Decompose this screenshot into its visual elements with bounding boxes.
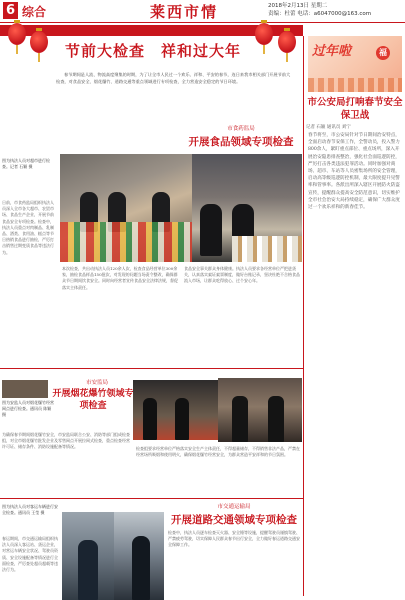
main-headline: 节前大检查 祥和过大年 — [64, 42, 241, 60]
food-headline: 开展食品领域专项检查 — [188, 136, 294, 148]
traffic-inspection-photo — [62, 512, 114, 600]
fu-badge-icon: 福 — [376, 46, 390, 60]
lantern-icon — [30, 28, 48, 62]
fireworks-inspection-photo-2 — [218, 378, 302, 442]
section-divider — [0, 498, 303, 499]
fireworks-column-2: 检查组要求经营单位严格落实安全生产主体责任，不得超量储存，不得销售非法产品，严禁在经营场所吸烟和使用明火，确保烟花爆竹经营安全，为群众营造平安祥和的节日氛围。 — [136, 446, 300, 458]
lantern-icon — [278, 28, 296, 62]
police-byline: 记者 石颖 通讯员 刘宁 — [306, 125, 351, 130]
lantern-icon — [255, 20, 273, 54]
food-column-3: 食品安全事关群众身体健康。执法人员要求各经营单位严把进货关，认真落实索证索票制度，做好台账记录，坚决杜绝不合格食品流入市场，让群众吃得放心、过个安心年。 — [184, 266, 300, 284]
traffic-headline: 开展道路交通领域专项检查 — [171, 514, 297, 526]
fireworks-inspection-photo — [133, 380, 218, 440]
traffic-column-2: 检查中，执法人员逐车检查灭火器、安全锤等设施，提醒驾驶员谨慎驾驶、严禁疲劳驾驶，切实保障人民群众春节出行安全，全力做好春运道路交通安全保障工作。 — [168, 530, 300, 548]
page-header — [0, 0, 405, 23]
intro-paragraph: 春节期间是人流、物流高度聚集的时期，为了让全市人民过一个欢乐、祥和、平安的春节，连日来我市相关部门开展节前大检查，对食品安全、烟花爆竹、道路交通等重点领域进行专项检查，全力营造安全稳定的节日环境。 — [56, 72, 291, 84]
fireworks-thumb-photo — [2, 380, 48, 398]
fireworks-kicker: 市安监局 — [85, 380, 108, 386]
food-inspection-photo — [60, 154, 192, 262]
lantern-icon — [8, 20, 26, 54]
traffic-kicker: 市交通运输局 — [217, 504, 251, 510]
editor-line: 责编：杜蕾 电话：a6047000@163.com — [268, 11, 372, 17]
food-inspection-photo-2 — [192, 154, 302, 262]
traffic-column-1: 春运期间，市交通运输局组织执法人员深入客运站、货运企业，对营运车辆安全状况、驾驶员资质、安全设施配备等情况进行全面检查，严厉查处超员超载等违法行为。 — [2, 536, 58, 573]
food-kicker: 市食药监局 — [227, 126, 255, 132]
fireworks-caption: 图为安监人员对烟花爆竹经营网点进行检查。通讯员 陈颖 摄 — [2, 400, 54, 418]
police-headline: 市公安局打响春节安全保卫战 — [307, 97, 403, 121]
food-caption: 图为执法人员对超市进行检查。记者 石颖 摄 — [2, 158, 50, 170]
new-year-banner-text: 过年啦 — [312, 44, 352, 59]
section-name: 综合 — [22, 5, 47, 19]
food-column-1: 日前，市食药监局组织执法人员深入全市各大超市、农贸市场、食品生产企业，开展节前食品安全专项检查。检查中，执法人员重点对肉制品、乳制品、酒类、食用油、糕点等节日热销食品进行抽检，严厉打击销售过期变质食品等违法行为。 — [2, 200, 54, 255]
traffic-inspection-photo-2 — [114, 512, 164, 600]
traffic-caption: 图为执法人员对客运车辆进行安全检查。通讯员 王莹 摄 — [2, 504, 58, 516]
section-divider — [0, 368, 303, 369]
issue-date: 2018年2月13日 星期二 — [268, 3, 328, 9]
police-body: 春节将至，市公安局针对节日期间治安特点，全面启动春节安保工作，全警动员，投入警力800余人，紧盯重点部位、重点场所，深入开展治安隐患排查整治，强化社会面巡逻防控，严厉打击各类违法犯罪活动。同时加强对商场、超市、车站等人员密集场所的安全管理，启动高等级巡逻防控机制，最大限度提升见警率和管事率。各派出所深入辖区开展防火防盗宣传，提醒群众提高安全防范意识，切实维护全市社会治安大局持续稳定，确保广大群众度过一个欢乐祥和的新春佳节。 — [308, 133, 400, 211]
fireworks-headline: 开展烟花爆竹领域专项检查 — [52, 389, 134, 411]
column-divider — [303, 36, 304, 596]
page-number: 6 — [3, 2, 18, 19]
food-column-2: 本次检查，共出动执法人员120余人次，检查食品经营单位300余家，抽检食品样品150批次，对发现的问题当场责令整改，确保群众节日期间饮食安全。同时向经营者宣传食品安全法律法规，督促落实主体责任。 — [62, 266, 178, 290]
paper-name: 莱西市情 — [150, 3, 219, 21]
fireworks-column-1: 为确保春节期间烟花爆竹安全，市安监局联合公安、消防等部门组成检查组，对全市烟花爆竹批发企业及零售网点开展拉网式检查，重点检查经营许可证、储存条件、消防设施配备等情况。 — [2, 432, 130, 450]
